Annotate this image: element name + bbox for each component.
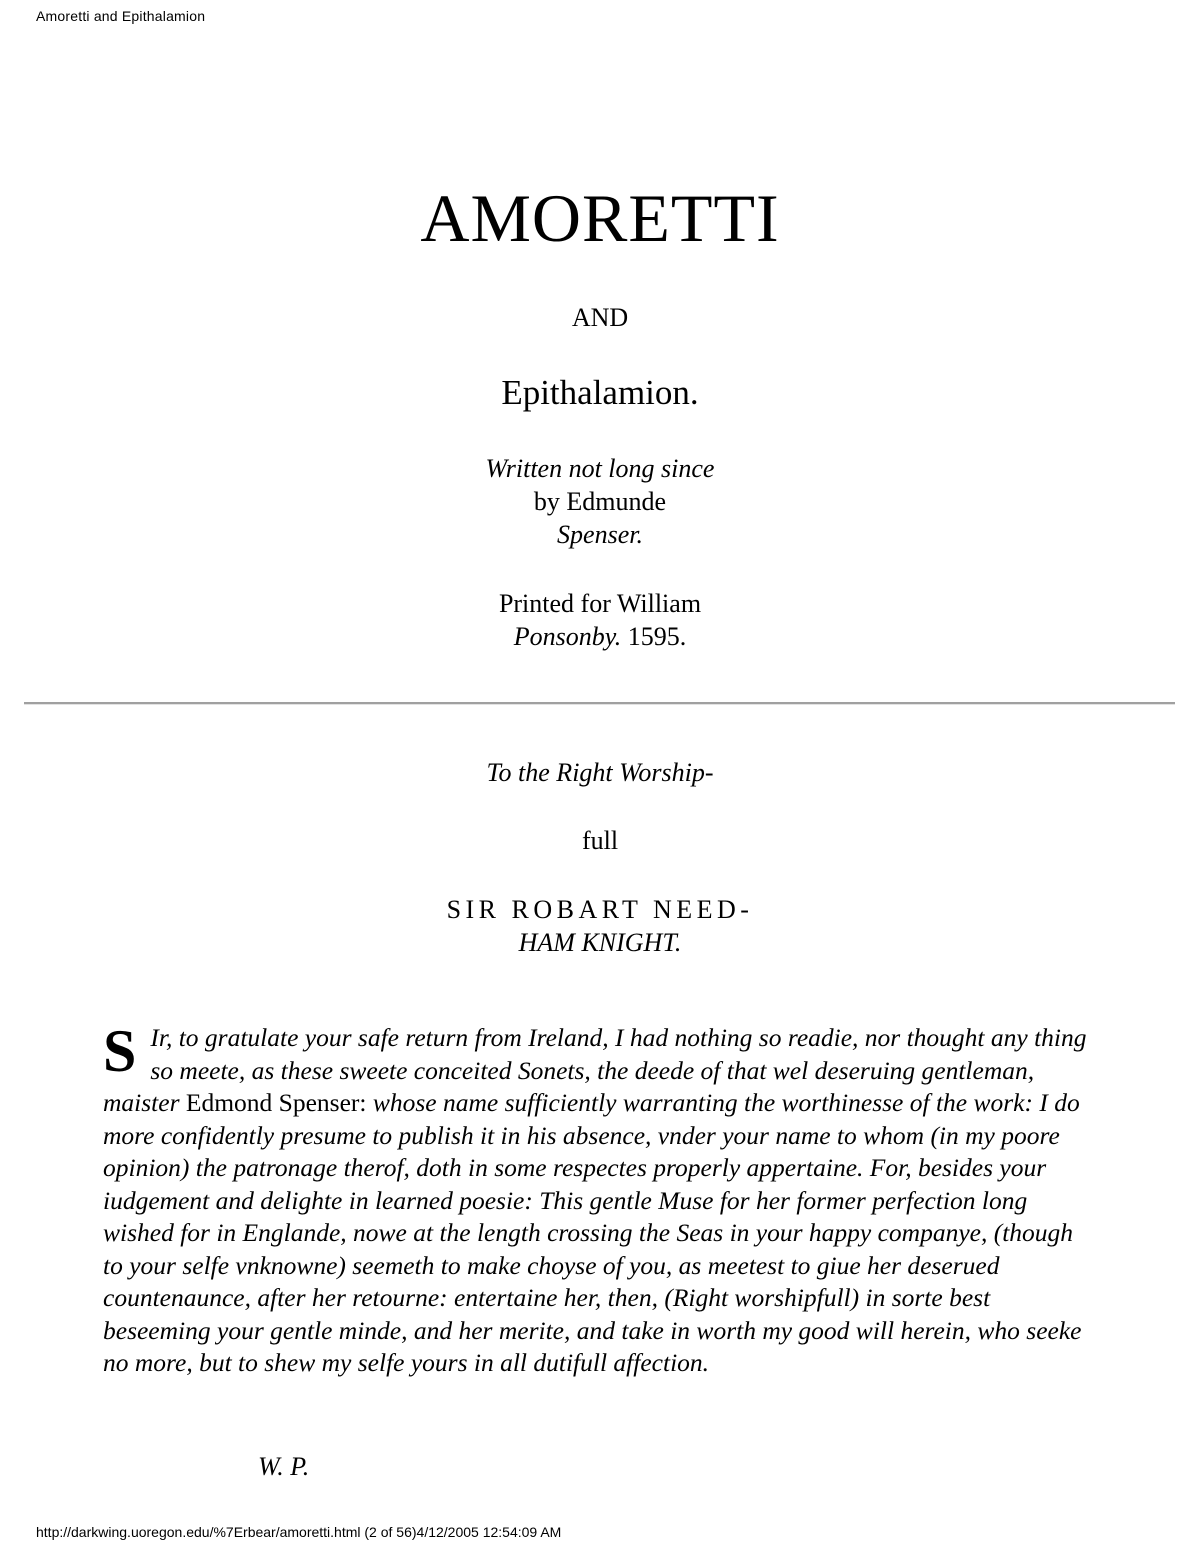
byline-written: Written not long since bbox=[485, 454, 715, 483]
page-subtitle: Epithalamion. bbox=[501, 373, 699, 412]
horizontal-divider bbox=[24, 702, 1175, 705]
dedication-line-1: To the Right Worship- bbox=[486, 758, 714, 787]
dedication-line-3: SIR ROBART NEED- bbox=[446, 895, 754, 924]
imprint-publisher: Ponsonby. bbox=[513, 622, 622, 651]
dedication-line-2: full bbox=[581, 826, 619, 855]
running-header: Amoretti and Epithalamion bbox=[36, 8, 206, 24]
dedication-line-4: HAM KNIGHT. bbox=[518, 928, 682, 957]
drop-cap: S bbox=[103, 1018, 137, 1084]
page-title: AMORETTI bbox=[420, 180, 780, 256]
dedicatory-letter bbox=[103, 1018, 1093, 1380]
byline bbox=[0, 452, 1200, 551]
byline-by: by Edmunde bbox=[533, 487, 667, 516]
imprint-publisher-line bbox=[0, 620, 1200, 653]
imprint-printed-for: Printed for William bbox=[498, 589, 702, 618]
letter-text-part-2: whose name sufficiently warranting the worthinesse of the work: I do more confidently presume to publish it in his absence, vnder your name to whom (in my poore opinion) the patronage therof, doth in some respectes properly appertaine. For, besides your iudgement and delighte in learned poesie: This gentle Muse for her former perfection long wished for in Englande, nowe at the length crossing the Seas in your happy companye, (though to your selfe vnknowne) seemeth to make choyse of you, as meetest to giue her deserued countenaunce, after her retourne: entertaine her, then, (Right worshipfull) in sorte best beseeming your gentle minde, and her merite, and take in worth my good will herein, who seeke no more, but to shew my selfe yours in all dutifull affection. bbox=[103, 1088, 1082, 1377]
letter-text-part-1: Ir, to gratulate your safe return from Ireland, I had nothing so readie, nor thought any thing so meete, as these sweete conceited Sonets, the deede of that wel deseruing gentleman, maister bbox=[103, 1023, 1087, 1117]
imprint bbox=[0, 587, 1200, 653]
letter-signature: W. P. bbox=[258, 1452, 310, 1481]
byline-author: Spenser. bbox=[557, 520, 643, 549]
page-footer-source: http://darkwing.uoregon.edu/%7Erbear/amoretti.html (2 of 56)4/12/2005 12:54:09 AM bbox=[36, 1524, 562, 1540]
letter-author-name: Edmond Spenser: bbox=[185, 1088, 367, 1117]
imprint-year: 1595. bbox=[627, 622, 687, 651]
dedication-recipient bbox=[0, 893, 1200, 959]
title-conjunction: AND bbox=[571, 303, 629, 332]
